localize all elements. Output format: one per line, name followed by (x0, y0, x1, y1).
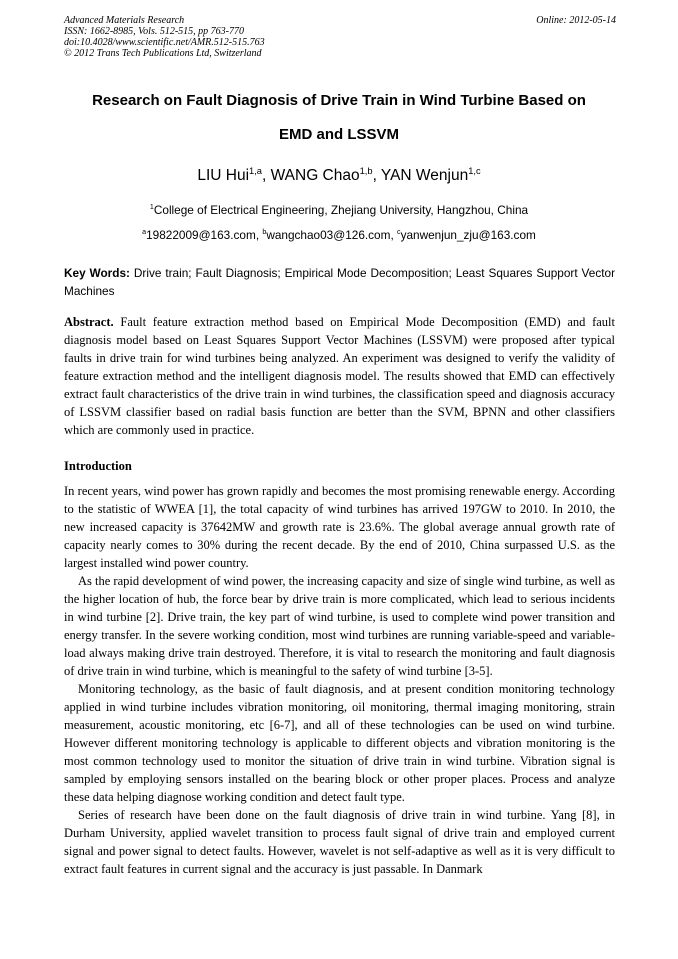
email-1[interactable]: 19822009@163.com (146, 228, 256, 242)
doi-line: doi:10.4028/www.scientific.net/AMR.512-515.763 (64, 37, 265, 48)
journal-name: Advanced Materials Research (64, 15, 185, 26)
author-3-sup: 1,c (468, 165, 481, 176)
introduction-body (64, 482, 615, 878)
email-sep-2: , (390, 228, 398, 242)
author-3-name: YAN Wenjun (380, 167, 469, 184)
section-heading-introduction: Introduction (64, 459, 132, 473)
author-1-sup: 1,a (249, 165, 262, 176)
email-2[interactable]: wangchao03@126.com (266, 228, 391, 242)
affiliation (40, 203, 638, 217)
online-date: Online: 2012-05-14 (536, 15, 616, 26)
email-1-sup: a (142, 228, 147, 237)
email-list (40, 228, 638, 242)
affiliation-text: College of Electrical Engineering, Zhejiang University, Hangzhou, China (153, 203, 529, 217)
journal-header (64, 15, 616, 59)
keywords-label: Key Words: (64, 266, 130, 280)
author-list (40, 167, 638, 185)
intro-paragraph-3: Monitoring technology, as the basic of fault diagnosis, and at present condition monitoring technology applied in wind turbine includes vibration monitoring, oil monitoring, thermal imaging monitoring, strain measurement, acoustic monitoring, etc [6-7], and all of these technologies can be used on wind turbine. However different monitoring technology is applicable to different objects and vibration monitoring is the most common technology used to monitor the situation of drive train in wind turbine. Vibration signal is sampled by employing sensors installed on the bearing block or other proper places. Process and analyze these data helping diagnose working condition and detect fault type. (64, 682, 615, 804)
abstract-text: Fault feature extraction method based on Empirical Mode Decomposition (EMD) and fault diagnosis model based on Least Squares Support Vector Machines (LSSVM) were proposed after typical faults in drive train for wind turbines being analyzed. An experiment was designed to verify the validity of feature extraction method and the intelligent diagnosis model. The results showed that EMD can effectively extract fault characteristics of the drive train in wind turbines, the classification speed and diagnosis accuracy of LSSVM classifier based on radial basis function are better than the SVM, BPNN and other classifiers which are commonly used in practice. (64, 315, 615, 437)
author-sep-2: , (372, 167, 381, 184)
abstract-label: Abstract. (64, 315, 114, 329)
intro-paragraph-1: In recent years, wind power has grown rapidly and becomes the most promising renewable energy. According to the statistic of WWEA [1], the total capacity of wind turbines has arrived 197GW to 2010. In 2010, the new increased capacity is 37642MW and growth rate is 23.6%. The global average annual growth rate of capacity nearly comes to 30% during the recent decade. By the end of 2010, China surpassed U.S. as the largest installed wind power country. (64, 484, 615, 570)
paper-title-line-2: EMD and LSSVM (278, 126, 399, 143)
keywords-text: Drive train; Fault Diagnosis; Empirical Mode Decomposition; Least Squares Support Vector Machines (64, 266, 615, 298)
intro-paragraph-2: As the rapid development of wind power, the increasing capacity and size of single wind turbine, as well as the higher location of hub, the force bear by drive train is more complicated, which lead to serious incidents in wind turbine [2]. Drive train, the key part of wind turbine, is used to complete wind power transition and energy transfer. In the severe working condition, most wind turbines are running variable-speed and variable-load always making drive train destroyed. Therefore, it is vital to research the monitoring and fault diagnosis of drive train in wind turbine, which is meaningful to the safety of wind turbine [3-5]. (64, 574, 615, 678)
email-3[interactable]: yanwenjun_zju@163.com (400, 228, 536, 242)
author-sep-1: , (261, 167, 271, 184)
email-sep-1: , (255, 228, 263, 242)
affiliation-sup: 1 (149, 203, 154, 212)
issn-line: ISSN: 1662-8985, Vols. 512-515, pp 763-770 (64, 26, 244, 37)
email-2-sup: b (262, 228, 267, 237)
keywords (64, 264, 615, 300)
author-2-sup: 1,b (359, 165, 373, 176)
email-3-sup: c (397, 228, 401, 237)
intro-paragraph-4: Series of research have been done on the fault diagnosis of drive train in wind turbine. Yang [8], in Durham University, applied wavelet transition to process fault signal of drive train and employed current signal and power signal to detect faults. However, wavelet is not self-adaptive as well as it is very difficult to extract fault features in current signal and the accuracy is just passable. In Danmark (64, 808, 615, 876)
author-2-name: WANG Chao (270, 167, 360, 184)
author-1-name: LIU Hui (197, 167, 250, 184)
paper-title-line-1: Research on Fault Diagnosis of Drive Train in Wind Turbine Based on (92, 92, 586, 109)
abstract (64, 313, 615, 439)
copyright-line: © 2012 Trans Tech Publications Ltd, Switzerland (64, 48, 262, 59)
